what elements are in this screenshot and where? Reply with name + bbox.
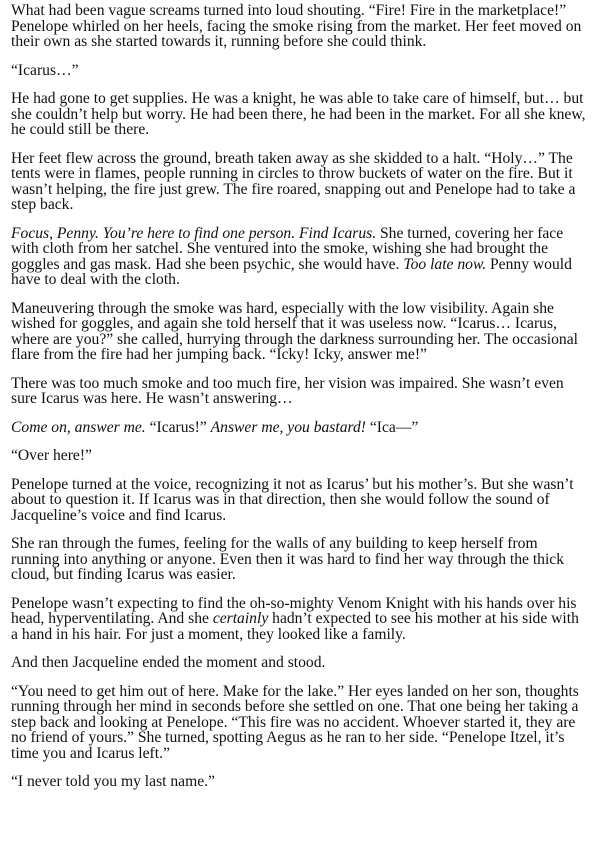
paragraph-text: Maneuvering through the smoke was hard, especially with the low visibility. Again she wished for goggles, and again she told herself that it was useless now. “Icarus… Icarus, where are you?” she called, hurrying through the darkness surrounding her. The occasional flare from the fire had her jumping back. “Icky! Icky, answer me!” (11, 299, 578, 363)
paragraph (11, 3, 586, 50)
paragraph (11, 477, 586, 524)
paragraph-text: “Icarus!” (145, 418, 211, 436)
paragraph-text: “Icarus…” (11, 61, 79, 79)
italic-text: Come on, answer me. (11, 418, 146, 436)
paragraph-text: There was too much smoke and too much fire, her vision was impaired. She wasn’t even sure Icarus was here. He wasn’t answering… (11, 374, 564, 407)
paragraph-text: She ran through the fumes, feeling for the walls of any building to keep herself from running into anything or anyone. Even then it was hard to find her way through the thick cloud, but finding Icarus was easier. (11, 535, 565, 583)
paragraph-text: “I never told you my last name.” (11, 773, 215, 790)
paragraph (11, 420, 586, 436)
paragraph-text: He had gone to get supplies. He was a knight, he was able to take care of himself, but… but she couldn’t help but worry. He had been there, he had been in the market. For all she knew, he could still be there. (11, 90, 586, 138)
paragraph (11, 301, 586, 363)
paragraph (11, 226, 586, 288)
paragraph (11, 448, 586, 464)
paragraph-text: “Ica—” (365, 418, 419, 436)
paragraph (11, 596, 586, 643)
paragraph (11, 774, 586, 790)
italic-text: Too late now. (403, 255, 487, 273)
paragraph-text: She turned, covering her face with cloth from her satchel. She ventured into the smoke, wishing she had brought the goggles and gas mask. Had she been psychic, she would have. (11, 224, 564, 273)
paragraph (11, 684, 586, 762)
paragraph-text: “Over here!” (11, 447, 92, 464)
italic-text: Answer me, you bastard! (210, 418, 366, 436)
paragraph-text: Penny would have to deal with the cloth. (11, 255, 572, 288)
italic-text: Focus, Penny. You’re here to find one person. Find Icarus. (11, 224, 377, 242)
paragraph (11, 151, 586, 213)
paragraph-text: Penelope wasn’t expecting to find the oh-so-mighty Venom Knight with his hands over his head, hyperventilating. And she (11, 594, 577, 627)
paragraph (11, 376, 586, 407)
document-page (11, 3, 586, 803)
paragraph-text: What had been vague screams turned into loud shouting. “Fire! Fire in the marketplace!” Penelope whirled on her heels, facing the smoke rising from the market. Her feet moved on their own as she started towards it, running before she could think. (11, 2, 582, 50)
paragraph-text: Penelope turned at the voice, recognizing it not as Icarus’ but his mother’s. But she wasn’t about to question it. If Icarus was in that direction, then she would follow the sound of Jacqueline’s voice and find Icarus. (11, 475, 574, 524)
italic-text: certainly (212, 610, 269, 627)
paragraph-text: Her feet flew across the ground, breath taken away as she skidded to a halt. “Holy…” The tents were in flames, people running in circles to throw buckets of water on the fire. But it wasn’t helping, the fire just grew. The fire roared, snapping out and Penelope had to take a step back. (11, 149, 576, 213)
paragraph (11, 655, 586, 671)
paragraph (11, 536, 586, 583)
paragraph-text: hadn’t expected to see his mother at his side with a hand in his hair. For just a moment, they looked like a family. (11, 610, 579, 643)
paragraph (11, 91, 586, 138)
paragraph-text: “You need to get him out of here. Make for the lake.” Her eyes landed on her son, thoughts running through her mind in seconds before she settled on one. That one being her taking a step back and looking at Penelope. “This fire was no accident. Whoever started it, they are no friend of yours.” She turned, spotting Aegus as he ran to her side. “Penelope Itzel, it’s time you and Icarus left.” (11, 682, 579, 762)
paragraph-text: And then Jacqueline ended the moment and stood. (11, 654, 326, 671)
paragraph (11, 63, 586, 79)
